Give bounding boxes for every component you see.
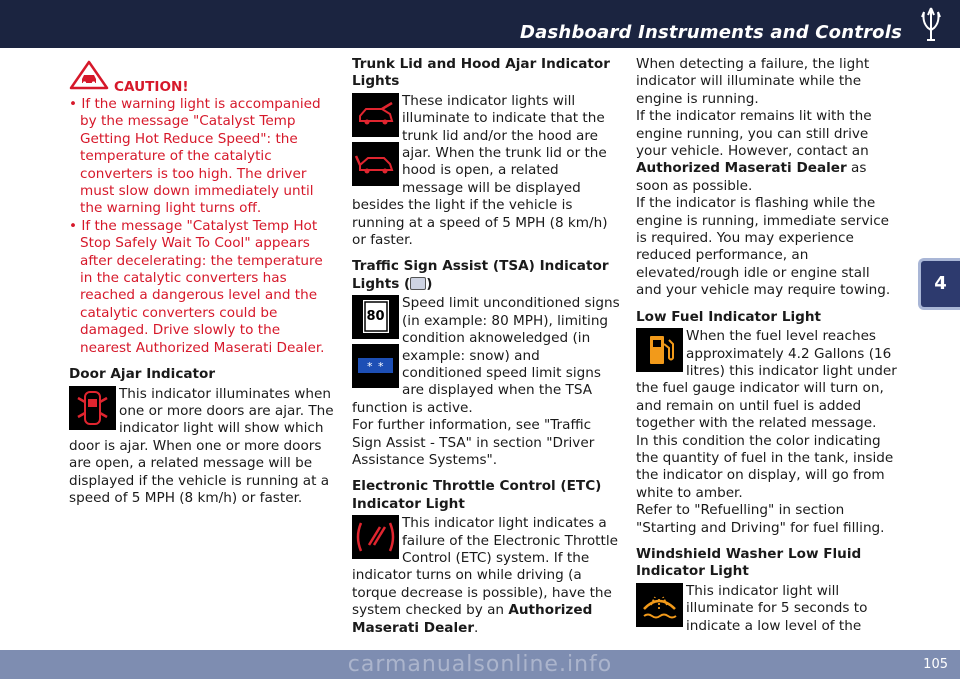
- svg-text:*: *: [367, 360, 373, 374]
- tsa-text-1: Speed limit unconditioned signs (in example: 80 MPH), limiting condition aknoweledged (in example: snow) and conditioned speed limit signs are displayed when the TSA function is active.: [352, 295, 620, 416]
- washer-text: This indicator light will illuminate for 5 seconds to indicate a low level of the: [686, 582, 868, 634]
- tsa-heading-text: Traffic Sign Assist (TSA) Indicator Lights (: [352, 258, 609, 292]
- failure-text-3: If the indicator is flashing while the engine is running, immediate service is required. You may experience reduced performance, an elevated/rough idle or engine stall and your vehicle may require towing.: [636, 195, 891, 299]
- column-3: [636, 56, 898, 635]
- caution-heading: [69, 56, 335, 96]
- section-title: Dashboard Instruments and Controls: [520, 22, 902, 43]
- failure-text-2c: as soon as possible.: [636, 160, 867, 194]
- tsa-text-2: For further information, see "Traffic Sign Assist - TSA" in section "Driver Assistance Systems".: [352, 417, 595, 468]
- washer-fluid-icon: [636, 583, 683, 627]
- chapter-tab[interactable]: 4: [918, 258, 960, 310]
- etc-text-a: This indicator light indicates a failure of the Electronic Throttle Control (ETC) system. If the indicator turns on while driving (a torque decrease is possible), have the system checked by an: [352, 515, 618, 619]
- etc-text-c: .: [474, 619, 479, 636]
- trunk-hood-text: These indicator lights will illuminate to indicate that the trunk lid and/or the hood are ajar. When the trunk lid or the hood is open, a related message will be displayed besides the light if the vehicle is running at a speed of 5 MPH (8 km/h) or faster.: [352, 92, 608, 249]
- door-ajar-icon: [69, 386, 116, 430]
- snow-sign-icon: [352, 344, 399, 388]
- low-fuel-heading: Low Fuel Indicator Light: [636, 308, 822, 325]
- caution-bullet: • If the message "Catalyst Temp Hot Stop Safely Wait To Cool" appears after decelerating: the temperature in the catalytic converters has reached a dangerous level and the catalytic converters could be damaged. Drive slowly to the nearest Authorized Maserati Dealer.: [69, 217, 325, 356]
- door-ajar-heading: Door Ajar Indicator: [69, 366, 216, 383]
- etc-heading: Electronic Throttle Control (ETC) Indicator Light: [352, 478, 602, 512]
- tsa-inline-icon: [410, 277, 426, 290]
- svg-text:*: *: [378, 360, 384, 374]
- caution-title: CAUTION!: [114, 79, 189, 95]
- trunk-ajar-icon: [352, 93, 399, 137]
- speed-limit-value: 80: [366, 309, 385, 325]
- failure-text-2a: If the indicator remains lit with the engine running, you can still drive your vehicle. However, contact an: [636, 108, 872, 160]
- low-fuel-text-2: In this condition the color indicating the quantity of fuel in the tank, inside the indicator on display, will go from white to amber.: [636, 432, 894, 501]
- column-2: [352, 56, 620, 637]
- tsa-heading-close: ): [426, 275, 433, 292]
- page-number: 105: [923, 657, 948, 672]
- low-fuel-text-1: When the fuel level reaches approximately 4.2 Gallons (16 litres) this indicator light under the fuel gauge indicator will turn on, and remain on until fuel is added together with the related message.: [636, 328, 897, 432]
- etc-text-dealer: Authorized Maserati Dealer: [352, 602, 593, 636]
- washer-heading: Windshield Washer Low Fluid Indicator Light: [636, 545, 862, 580]
- speed-limit-sign-icon: [352, 295, 399, 339]
- caution-bullet: • If the warning light is accompanied by the message "Catalyst Temp Getting Hot Reduce Speed": the temperature of the catalytic converters is too high. The driver must slow down immediately until the warning light turns off.: [69, 96, 321, 217]
- failure-text-2: [636, 108, 898, 195]
- failure-text-dealer: Authorized Maserati Dealer: [636, 160, 847, 177]
- warning-triangle-car-icon: [69, 60, 109, 90]
- trunk-hood-heading: Trunk Lid and Hood Ajar Indicator Lights: [352, 56, 610, 90]
- failure-text-1: When detecting a failure, the light indicator will illuminate while the engine is running.: [636, 56, 870, 107]
- watermark: carmanualsonline.info: [347, 652, 613, 677]
- etc-icon: [352, 515, 399, 559]
- page-header: [0, 0, 960, 48]
- low-fuel-text-3: Refer to "Refuelling" in section "Starting and Driving" for fuel filling.: [636, 502, 885, 536]
- door-ajar-text: This indicator illuminates when one or more doors are ajar. The indicator light will show which door is ajar. When one or more doors are open, a related message will be displayed if the vehicle is running at a speed of 5 MPH (8 km/h) or faster.: [69, 385, 334, 506]
- maserati-trident-logo: [916, 6, 946, 44]
- column-1: [69, 56, 335, 507]
- low-fuel-icon: [636, 328, 683, 372]
- tsa-heading: [352, 258, 620, 293]
- hood-ajar-icon: [352, 142, 399, 186]
